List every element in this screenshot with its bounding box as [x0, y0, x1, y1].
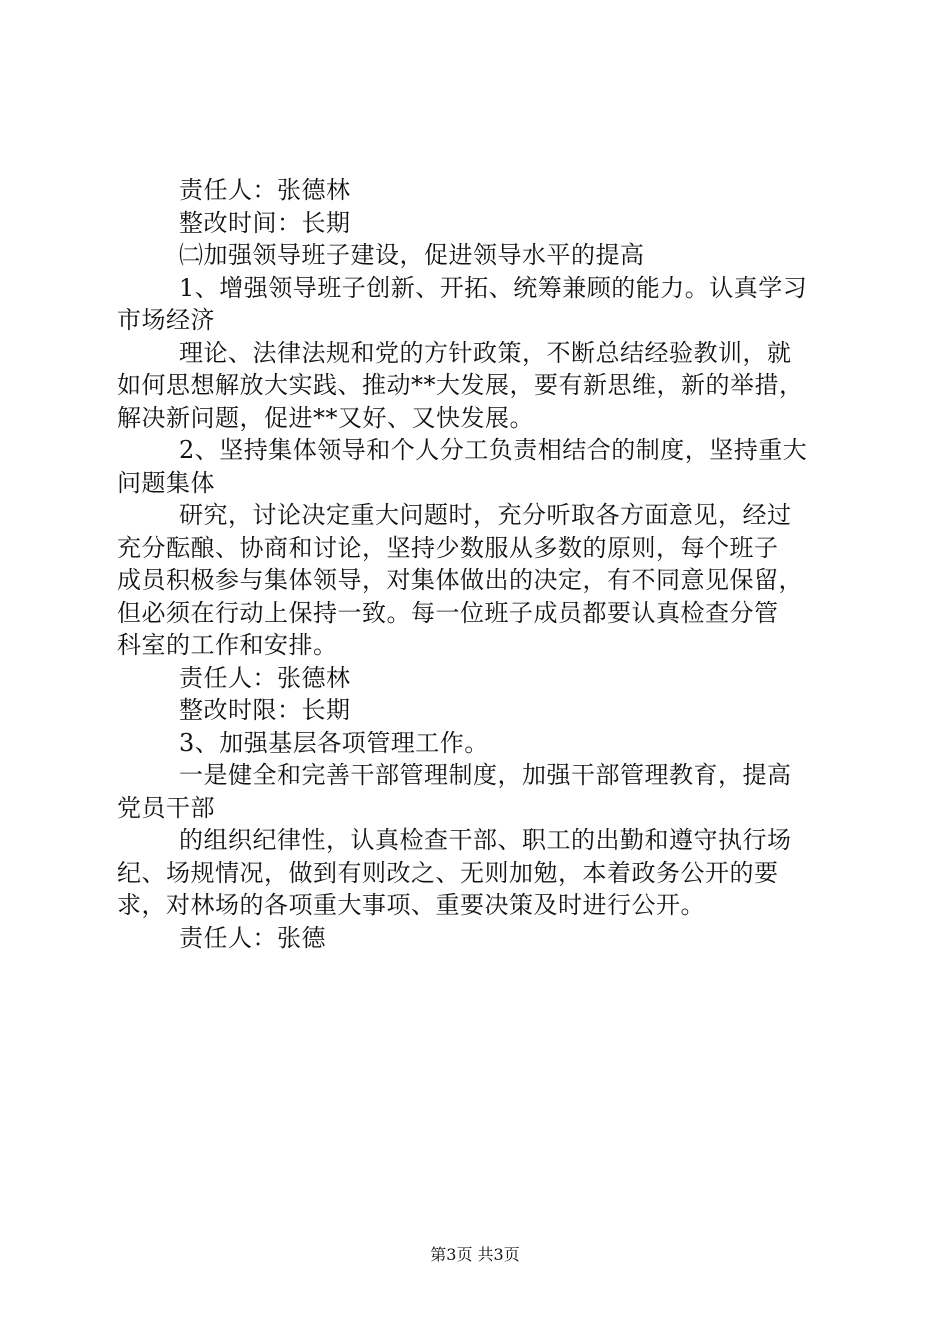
paragraph-line: 科室的工作和安排。 [117, 631, 338, 659]
paragraph-line: 成员积极参与集体领导，对集体做出的决定，有不同意见保留， [117, 566, 803, 594]
rectification-deadline-line: 整改时限：长期 [179, 696, 351, 724]
paragraph-line: 理论、法律法规和党的方针政策，不断总结经验教训，就 [179, 338, 792, 367]
document-body [117, 174, 833, 954]
paragraph-line: 充分酝酿、协商和讨论，坚持少数服从多数的原则，每个班子 [117, 533, 779, 562]
section-heading: ㈡加强领导班子建设，促进领导水平的提高 [179, 241, 645, 269]
paragraph-line: 但必须在行动上保持一致。每一位班子成员都要认真检查分管 [117, 598, 779, 627]
page-footer: 第3页 共3页 [430, 1245, 520, 1264]
paragraph-line: 党员干部 [117, 793, 215, 822]
responsible-person-line: 责任人：张德林 [179, 176, 351, 204]
paragraph-line: 解决新问题，促进**又好、又快发展。 [117, 403, 534, 432]
paragraph-line: 研究，讨论决定重大问题时，充分听取各方面意见，经过 [179, 501, 792, 529]
paragraph-line: 的组织纪律性，认真检查干部、职工的出勤和遵守执行场 [179, 826, 792, 854]
paragraph-line: 市场经济 [117, 306, 215, 334]
section-heading: 3、加强基层各项管理工作。 [179, 728, 489, 757]
paragraph-line: 求，对林场的各项重大事项、重要决策及时进行公开。 [117, 891, 705, 919]
paragraph-line: 如何思想解放大实践、推动**大发展，要有新思维，新的举措， [117, 371, 804, 399]
paragraph-line: 一是健全和完善干部管理制度，加强干部管理教育，提高 [179, 761, 792, 789]
paragraph-line: 2、坚持集体领导和个人分工负责相结合的制度，坚持重大 [179, 436, 808, 464]
paragraph-line: 1、增强领导班子创新、开拓、统筹兼顾的能力。认真学习 [179, 273, 808, 302]
paragraph-line: 问题集体 [117, 468, 215, 497]
responsible-person-line: 责任人：张德 [179, 923, 326, 952]
rectification-time-line: 整改时间：长期 [179, 208, 351, 237]
responsible-person-line: 责任人：张德林 [179, 663, 351, 692]
paragraph-line: 纪、场规情况，做到有则改之、无则加勉，本着政务公开的要 [117, 858, 779, 887]
